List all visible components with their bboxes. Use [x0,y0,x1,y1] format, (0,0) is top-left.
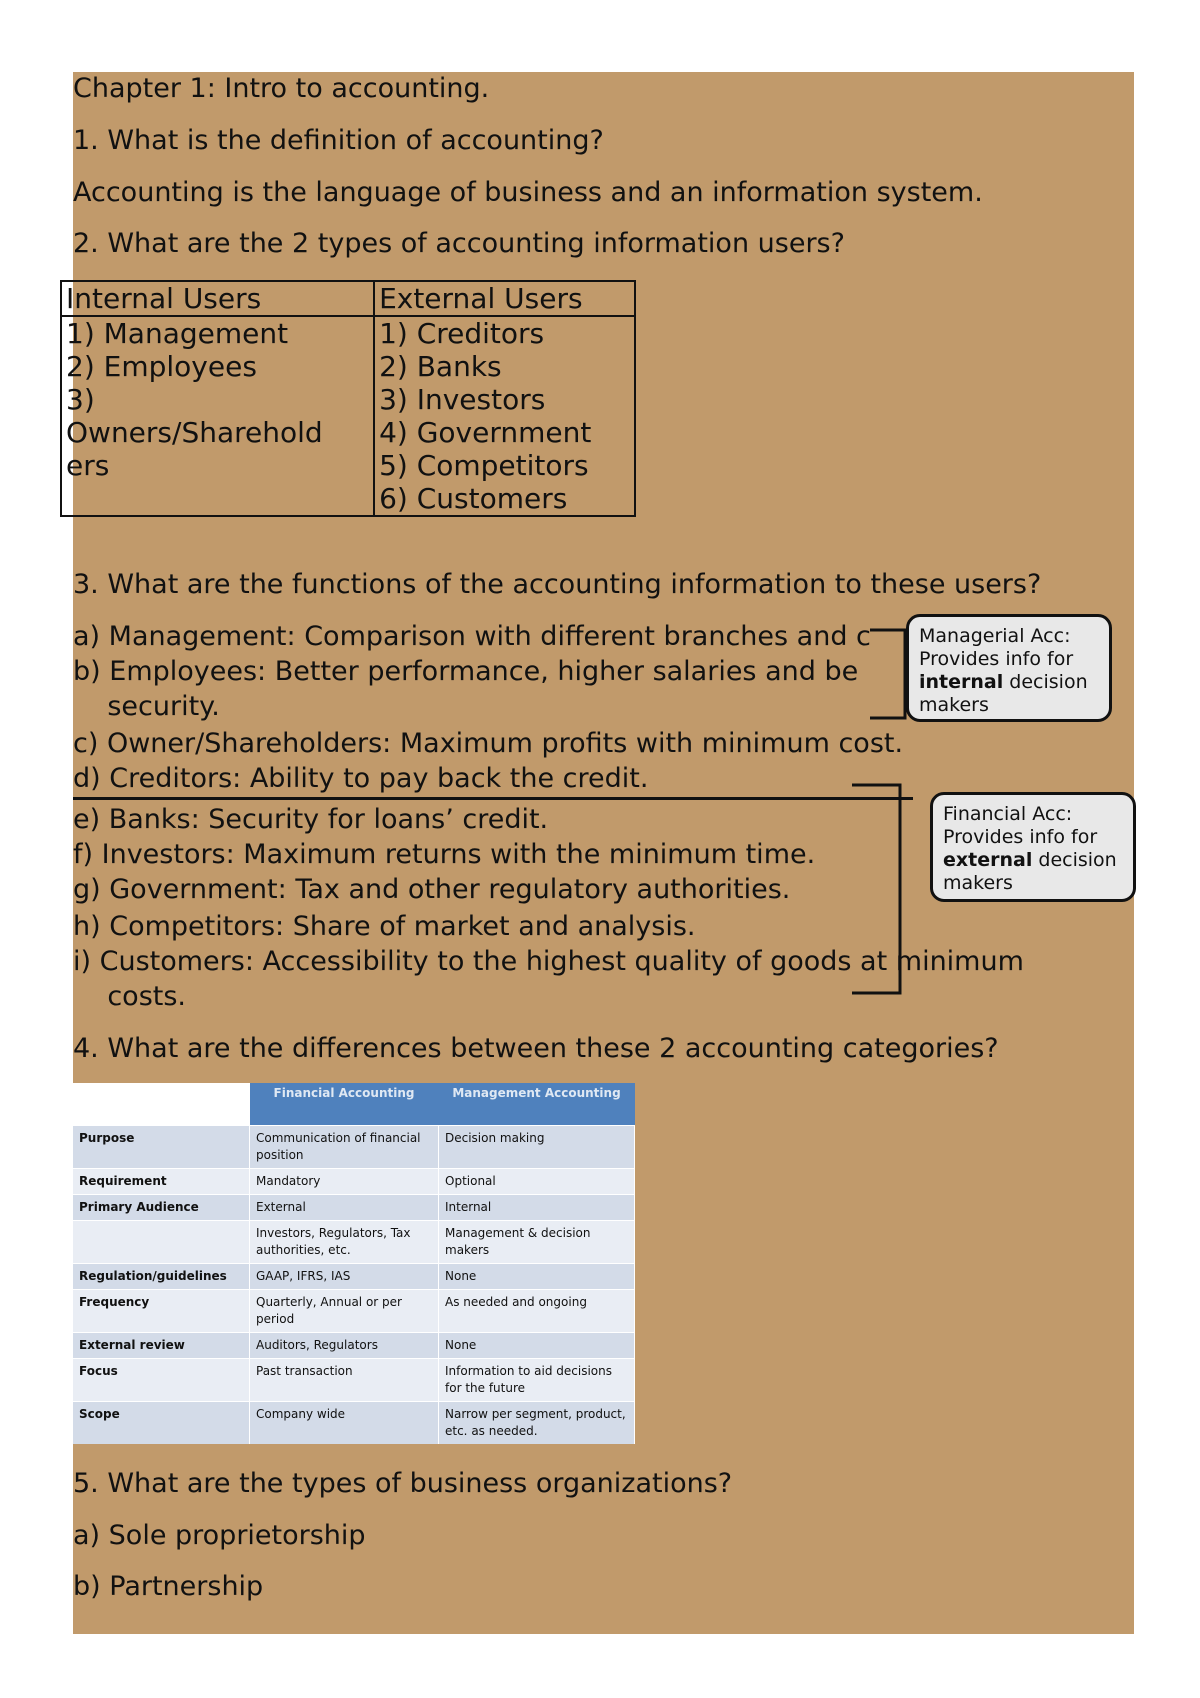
internal-user: 1) Management [61,316,374,350]
comparison-row-label: Requirement [73,1169,250,1195]
comparison-row-label: Scope [73,1402,250,1445]
financial-cell: Past transaction [250,1359,439,1402]
comparison-row [73,1169,635,1195]
external-user: 6) Customers [374,482,635,516]
external-user: 1) Creditors [374,316,635,350]
managerial-callout [906,614,1112,722]
management-cell: Information to aid decisions for the future [439,1359,635,1402]
comparison-header: Financial Accounting [250,1083,439,1126]
financial-bracket [852,785,900,993]
management-cell: Management & decision makers [439,1221,635,1264]
external-users-header: External Users [374,281,635,316]
management-cell: Optional [439,1169,635,1195]
question-2: 2. What are the 2 types of accounting information users? [73,228,845,259]
external-user: 2) Banks [374,350,635,383]
function-item: d) Creditors: Ability to pay back the credit. [73,763,649,794]
function-item: f) Investors: Maximum returns with the minimum time. [73,839,816,870]
comparison-row [73,1195,635,1221]
comparison-row [73,1359,635,1402]
function-item: a) Management: Comparison with different branches and c [73,621,871,652]
management-cell: Narrow per segment, product, etc. as needed. [439,1402,635,1445]
financial-cell: Mandatory [250,1169,439,1195]
financial-callout [930,792,1136,902]
internal-user: 2) Employees [61,350,374,383]
management-cell: Decision making [439,1126,635,1169]
external-user: 4) Government [374,416,635,449]
comparison-row [73,1402,635,1445]
function-item: e) Banks: Security for loans’ credit. [73,804,549,835]
comparison-row [73,1290,635,1333]
callout-line [919,671,1099,694]
callout-line: Managerial Acc: [919,625,1071,647]
comparison-row-label: Focus [73,1359,250,1402]
callout-line: Financial Acc: [943,803,1073,825]
financial-cell: GAAP, IFRS, IAS [250,1264,439,1290]
callout-line: Provides info for [919,648,1074,670]
comparison-header: Management Accounting [439,1083,635,1126]
function-item: i) Customers: Accessibility to the highest quality of goods at minimum [73,946,1024,977]
financial-cell: Auditors, Regulators [250,1333,439,1359]
financial-cell: External [250,1195,439,1221]
function-item: costs. [73,981,186,1012]
question-5: 5. What are the types of business organizations? [73,1468,733,1499]
function-item: b) Employees: Better performance, higher salaries and be [73,656,859,687]
financial-cell: Investors, Regulators, Tax authorities, etc. [250,1221,439,1264]
callout-bold: external [943,849,1033,871]
org-type: b) Partnership [73,1571,264,1602]
callout-rest: decision [1032,849,1117,871]
comparison-header [73,1083,250,1126]
comparison-row-label: External review [73,1333,250,1359]
comparison-row [73,1126,635,1169]
answer-1: Accounting is the language of business and an information system. [73,177,983,208]
callout-line: makers [919,694,989,716]
chapter-title: Chapter 1: Intro to accounting. [73,73,490,104]
financial-cell: Company wide [250,1402,439,1445]
management-cell: As needed and ongoing [439,1290,635,1333]
function-item: security. [73,691,220,722]
callout-rest: decision [1003,671,1088,693]
internal-user: Owners/Sharehold [61,416,374,449]
financial-cell: Quarterly, Annual or per period [250,1290,439,1333]
comparison-row-label: Purpose [73,1126,250,1169]
comparison-row-label: Regulation/guidelines [73,1264,250,1290]
comparison-row-label: Primary Audience [73,1195,250,1221]
comparison-row-label: Frequency [73,1290,250,1333]
managerial-bracket [870,630,905,718]
external-user: 5) Competitors [374,449,635,482]
comparison-row [73,1221,635,1264]
internal-users-header: Internal Users [61,281,374,316]
function-item: c) Owner/Shareholders: Maximum profits with minimum cost. [73,728,904,759]
question-1: 1. What is the definition of accounting? [73,125,604,156]
management-cell: Internal [439,1195,635,1221]
callout-bold: internal [919,671,1004,693]
function-item: h) Competitors: Share of market and analysis. [73,911,696,942]
callout-line: makers [943,872,1013,894]
question-3: 3. What are the functions of the accounting information to these users? [73,569,1042,600]
org-type: a) Sole proprietorship [73,1520,366,1551]
management-cell: None [439,1264,635,1290]
internal-user: ers [61,449,374,482]
comparison-row-label [73,1221,250,1264]
question-4: 4. What are the differences between these 2 accounting categories? [73,1033,999,1064]
financial-cell: Communication of financial position [250,1126,439,1169]
external-user: 3) Investors [374,383,635,416]
management-cell: None [439,1333,635,1359]
comparison-row [73,1333,635,1359]
callout-line [943,849,1123,872]
callout-line: Provides info for [943,826,1098,848]
internal-user: 3) [61,383,374,416]
comparison-table [73,1083,635,1444]
comparison-row [73,1264,635,1290]
function-item: g) Government: Tax and other regulatory authorities. [73,874,791,905]
